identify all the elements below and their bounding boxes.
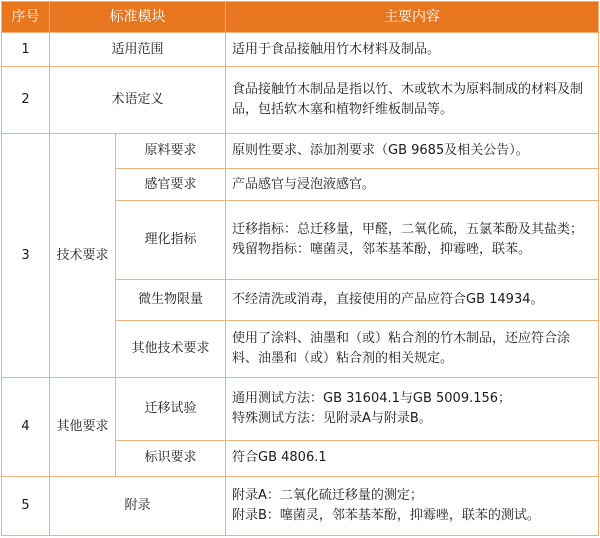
row-submodule: 微生物限量 bbox=[116, 280, 226, 321]
row-submodule: 理化指标 bbox=[116, 201, 226, 280]
row-index: 5 bbox=[2, 477, 50, 536]
table-row bbox=[2, 67, 599, 134]
content-line: 通用测试方法：GB 31604.1与GB 5009.156； bbox=[232, 390, 512, 406]
row-index: 2 bbox=[2, 67, 50, 134]
content-line: 残留物指标：噻菌灵，邻苯基苯酚，抑霉唑，联苯。 bbox=[232, 242, 532, 258]
table-row bbox=[2, 33, 599, 67]
row-module: 附录 bbox=[50, 477, 226, 536]
content-line: 使用了涂料、油墨和（或）粘合剂的竹木制品，还应符合涂料、油墨和（或）粘合剂的相关规定。 bbox=[232, 330, 571, 366]
row-submodule: 标识要求 bbox=[116, 440, 226, 477]
row-module: 术语定义 bbox=[50, 67, 226, 134]
content-line: 原则性要求、添加剂要求（GB 9685及相关公告）。 bbox=[232, 143, 529, 159]
content-line: 附录B：噻菌灵，邻苯基苯酚，抑霉唑，联苯的测试。 bbox=[232, 508, 540, 524]
content-line: 附录A：二氧化硫迁移量的测定； bbox=[232, 488, 423, 504]
row-content bbox=[226, 440, 599, 477]
content-line: 符合GB 4806.1 bbox=[232, 450, 327, 466]
content-line: 不经清洗或消毒，直接使用的产品应符合GB 14934。 bbox=[232, 292, 544, 308]
row-content bbox=[226, 134, 599, 168]
header-module: 标准模块 bbox=[50, 2, 226, 33]
row-submodule: 感官要求 bbox=[116, 168, 226, 200]
header-content: 主要内容 bbox=[226, 2, 599, 33]
row-content: 食品接触竹木制品是指以竹、木或软木为原料制成的材料及制品，包括软木塞和植物纤维板制品等。 bbox=[226, 67, 599, 134]
row-content bbox=[226, 280, 599, 321]
row-submodule: 原料要求 bbox=[116, 134, 226, 168]
table-row bbox=[2, 477, 599, 536]
row-submodule: 迁移试验 bbox=[116, 377, 226, 440]
content-line: 特殊测试方法：见附录A与附录B。 bbox=[232, 410, 432, 426]
row-content bbox=[226, 377, 599, 440]
standard-table bbox=[1, 1, 599, 536]
table-row bbox=[2, 134, 599, 168]
row-content bbox=[226, 320, 599, 377]
row-module: 适用范围 bbox=[50, 33, 226, 67]
row-index: 4 bbox=[2, 377, 50, 476]
content-line: 迁移指标：总迁移量，甲醛，二氧化硫，五氯苯酚及其盐类； bbox=[232, 222, 584, 238]
row-index: 1 bbox=[2, 33, 50, 67]
row-content: 适用于食品接触用竹木材料及制品。 bbox=[226, 33, 599, 67]
row-content bbox=[226, 168, 599, 200]
table-header-row bbox=[2, 2, 599, 33]
row-content bbox=[226, 477, 599, 536]
content-line: 产品感官与浸泡液感官。 bbox=[232, 176, 376, 192]
row-content bbox=[226, 201, 599, 280]
row-module: 其他要求 bbox=[50, 377, 116, 476]
row-module: 技术要求 bbox=[50, 134, 116, 377]
table-row bbox=[2, 377, 599, 440]
row-submodule: 其他技术要求 bbox=[116, 320, 226, 377]
header-index: 序号 bbox=[2, 2, 50, 33]
row-index: 3 bbox=[2, 134, 50, 377]
